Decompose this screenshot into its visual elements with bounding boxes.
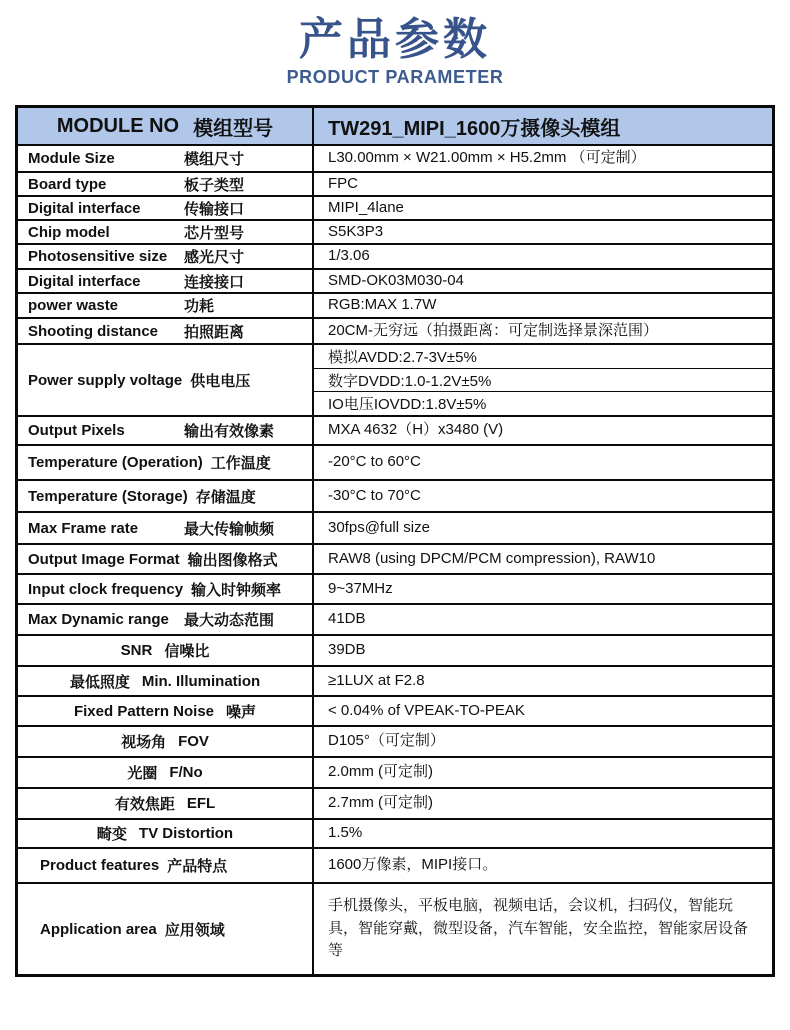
spec-value: 20CM-无穷远（拍摄距离：可定制选择景深范围） <box>328 321 659 339</box>
spec-row <box>18 292 772 317</box>
spec-row <box>18 634 772 665</box>
spec-label-part: 最大动态范围 <box>184 612 275 629</box>
spec-label-part: 产品特点 <box>167 858 228 875</box>
spec-label-cell <box>18 789 314 818</box>
spec-value-cell <box>314 820 772 847</box>
spec-row <box>18 415 772 444</box>
spec-label-cell <box>18 345 314 415</box>
spec-label-part: EFL <box>186 795 216 812</box>
spec-row <box>18 343 772 415</box>
spec-value-cell <box>314 197 772 219</box>
spec-value: 41DB <box>328 610 366 628</box>
spec-row <box>18 144 772 171</box>
spec-label-cell <box>18 884 314 974</box>
table-header-model-cell <box>314 108 772 144</box>
spec-row <box>18 818 772 847</box>
spec-value-cell <box>314 575 772 603</box>
spec-label-cell <box>18 446 314 479</box>
spec-value-cell <box>314 789 772 818</box>
spec-row <box>18 195 772 219</box>
spec-label-part: Application area <box>40 920 157 938</box>
spec-label-cell <box>18 146 314 171</box>
spec-label-part: 输入时钟频率 <box>191 581 282 599</box>
spec-label-part: TV Distortion <box>138 825 234 842</box>
spec-label-part: Min. Illumination <box>141 672 261 690</box>
spec-label-part: Max Dynamic range <box>28 611 169 628</box>
spec-row <box>18 219 772 243</box>
spec-value-cell <box>314 146 772 171</box>
spec-row <box>18 268 772 292</box>
spec-label-part: Chip model <box>28 223 110 241</box>
table-header-model-number: TW291_MIPI_1600万摄像头模组 <box>328 117 621 140</box>
spec-label-part: Max Frame rate <box>28 519 139 537</box>
table-header-module-no-cell <box>18 108 314 144</box>
spec-value: 39DB <box>328 641 366 659</box>
spec-value-cell <box>314 481 772 511</box>
spec-value-cell <box>314 417 772 444</box>
spec-label-part: Temperature (Storage) <box>28 487 188 505</box>
spec-value-cell <box>314 294 772 317</box>
table-header-module-no-en: MODULE NO <box>56 114 180 137</box>
spec-value-cell <box>314 270 772 292</box>
spec-label-part: 有效焦距 <box>114 796 175 813</box>
spec-label-part: 板子类型 <box>184 176 245 194</box>
spec-value-cell <box>314 446 772 479</box>
spec-value-cell <box>314 221 772 243</box>
spec-label-part: Module Size <box>28 150 115 167</box>
spec-label-cell <box>18 697 314 725</box>
spec-value: 2.0mm (可定制) <box>328 763 434 781</box>
spec-label-part: 传输接口 <box>184 200 245 218</box>
spec-row <box>18 444 772 479</box>
spec-value-cell <box>314 849 772 882</box>
table-header-module-no-zh: 模组型号 <box>193 117 274 140</box>
spec-value: MXA 4632（H）x3480 (V) <box>328 421 504 439</box>
spec-label-part: FOV <box>178 733 209 750</box>
spec-row <box>18 543 772 573</box>
spec-label-part: 工作温度 <box>210 455 271 472</box>
spec-label-part: Input clock frequency <box>28 580 184 598</box>
spec-row <box>18 573 772 603</box>
spec-value: D105°（可定制） <box>328 732 445 750</box>
spec-label-part: Photosensitive size <box>28 248 168 265</box>
spec-label-part: 拍照距离 <box>184 323 245 341</box>
spec-label-cell <box>18 545 314 573</box>
spec-value: MIPI_4lane <box>328 198 404 216</box>
spec-label-part: 噪声 <box>226 703 257 721</box>
spec-value: ≥1LUX at F2.8 <box>328 671 425 689</box>
spec-value: -30°C to 70°C <box>328 486 421 504</box>
spec-value-cell <box>314 319 772 343</box>
spec-label-part: power waste <box>28 297 119 314</box>
spec-value-cell <box>314 345 772 415</box>
spec-label-part: Fixed Pattern Noise <box>73 702 215 720</box>
spec-row <box>18 665 772 695</box>
spec-subvalue: 数字DVDD:1.0-1.2V±5% <box>314 368 772 392</box>
spec-label-part: Digital interface <box>28 272 141 290</box>
spec-label-part: Shooting distance <box>28 322 159 340</box>
spec-label-cell <box>18 605 314 634</box>
spec-value: FPC <box>328 174 358 192</box>
spec-row <box>18 479 772 511</box>
spec-label-cell <box>18 636 314 665</box>
spec-label-part: 连接接口 <box>184 273 245 291</box>
spec-label-part: Digital interface <box>28 199 141 217</box>
spec-value-cell <box>314 513 772 543</box>
spec-label-cell <box>18 221 314 243</box>
spec-label-cell <box>18 513 314 543</box>
spec-label-part: Output Pixels <box>28 422 125 439</box>
spec-label-part: 功耗 <box>184 298 215 315</box>
spec-subvalue: 模拟AVDD:2.7-3V±5% <box>328 348 477 366</box>
spec-value-cell <box>314 245 772 268</box>
spec-row <box>18 725 772 756</box>
spec-row <box>18 756 772 787</box>
spec-label-part: 输出图像格式 <box>187 551 278 569</box>
spec-label-part: 模组尺寸 <box>184 151 245 168</box>
spec-value: 手机摄像头，平板电脑，视频电话，会议机，扫码仪，智能玩具，智能穿戴，微型设备，汽车智能，安全监控，智能家居设备等 <box>328 897 749 960</box>
spec-label-cell <box>18 575 314 603</box>
spec-row <box>18 787 772 818</box>
spec-label-cell <box>18 849 314 882</box>
spec-label-cell <box>18 667 314 695</box>
spec-value-cell <box>314 697 772 725</box>
spec-label-part: 供电电压 <box>190 372 251 390</box>
spec-row <box>18 882 772 974</box>
page-header <box>0 0 790 88</box>
spec-label-part: 视场角 <box>121 734 167 751</box>
spec-value: 30fps@full size <box>328 518 430 536</box>
spec-value: 2.7mm (可定制) <box>328 794 434 812</box>
spec-label-part: SNR <box>120 642 153 659</box>
spec-row <box>18 317 772 343</box>
spec-label-cell <box>18 294 314 317</box>
spec-label-cell <box>18 245 314 268</box>
spec-value-cell <box>314 605 772 634</box>
spec-value: S5K3P3 <box>328 222 384 240</box>
spec-label-part: Board type <box>28 175 107 193</box>
spec-row <box>18 603 772 634</box>
spec-value-cell <box>314 667 772 695</box>
spec-label-part: 最低照度 <box>69 673 130 691</box>
spec-value-cell <box>314 884 772 974</box>
spec-label-cell <box>18 319 314 343</box>
spec-label-part: 输出有效像素 <box>184 423 275 440</box>
spec-label-part: 最大传输帧频 <box>184 520 275 538</box>
page-title: 产品参数 <box>299 15 491 64</box>
spec-value: RAW8 (using DPCM/PCM compression), RAW10 <box>328 549 656 567</box>
spec-value-cell <box>314 636 772 665</box>
spec-label-part: Power supply voltage <box>28 371 183 389</box>
spec-label-part: Output Image Format <box>28 550 180 568</box>
spec-value-cell <box>314 727 772 756</box>
spec-label-part: 感光尺寸 <box>184 249 245 266</box>
spec-label-cell <box>18 727 314 756</box>
spec-label-part: 光圈 <box>127 765 158 782</box>
spec-value: 1600万像素，MIPI接口。 <box>328 856 498 874</box>
spec-label-part: 芯片型号 <box>184 224 245 242</box>
spec-label-cell <box>18 173 314 195</box>
page-subtitle: PRODUCT PARAMETER <box>286 67 504 87</box>
spec-label-part: 信噪比 <box>164 643 210 660</box>
spec-label-cell <box>18 758 314 787</box>
spec-value: -20°C to 60°C <box>328 453 421 471</box>
spec-value: < 0.04% of VPEAK-TO-PEAK <box>328 701 525 719</box>
spec-row <box>18 171 772 195</box>
spec-row <box>18 243 772 268</box>
spec-subvalue: IO电压IOVDD:1.8V±5% <box>314 391 772 415</box>
spec-table <box>15 105 775 977</box>
spec-label-cell <box>18 270 314 292</box>
spec-label-part: 存储温度 <box>195 488 256 506</box>
spec-value-cell <box>314 545 772 573</box>
spec-value-cell <box>314 173 772 195</box>
spec-label-part: 应用领域 <box>164 921 225 939</box>
spec-row <box>18 847 772 882</box>
spec-value: 9~37MHz <box>328 579 393 597</box>
spec-row <box>18 511 772 543</box>
spec-value: SMD-OK03M030-04 <box>328 271 464 289</box>
spec-label-part: Product features <box>40 857 160 874</box>
spec-label-cell <box>18 820 314 847</box>
spec-row <box>18 695 772 725</box>
spec-value: RGB:MAX 1.7W <box>328 296 437 314</box>
spec-label-part: Temperature (Operation) <box>28 454 203 471</box>
spec-value: L30.00mm × W21.00mm × H5.2mm （可定制） <box>328 149 646 167</box>
spec-label-part: 畸变 <box>96 826 127 843</box>
spec-label-cell <box>18 481 314 511</box>
table-header-row <box>18 108 772 144</box>
spec-value-cell <box>314 758 772 787</box>
spec-label-part: F/No <box>169 764 203 781</box>
spec-table-body <box>18 144 772 974</box>
spec-value: 1.5% <box>328 824 363 842</box>
spec-label-cell <box>18 417 314 444</box>
spec-label-cell <box>18 197 314 219</box>
spec-value: 1/3.06 <box>328 247 370 265</box>
